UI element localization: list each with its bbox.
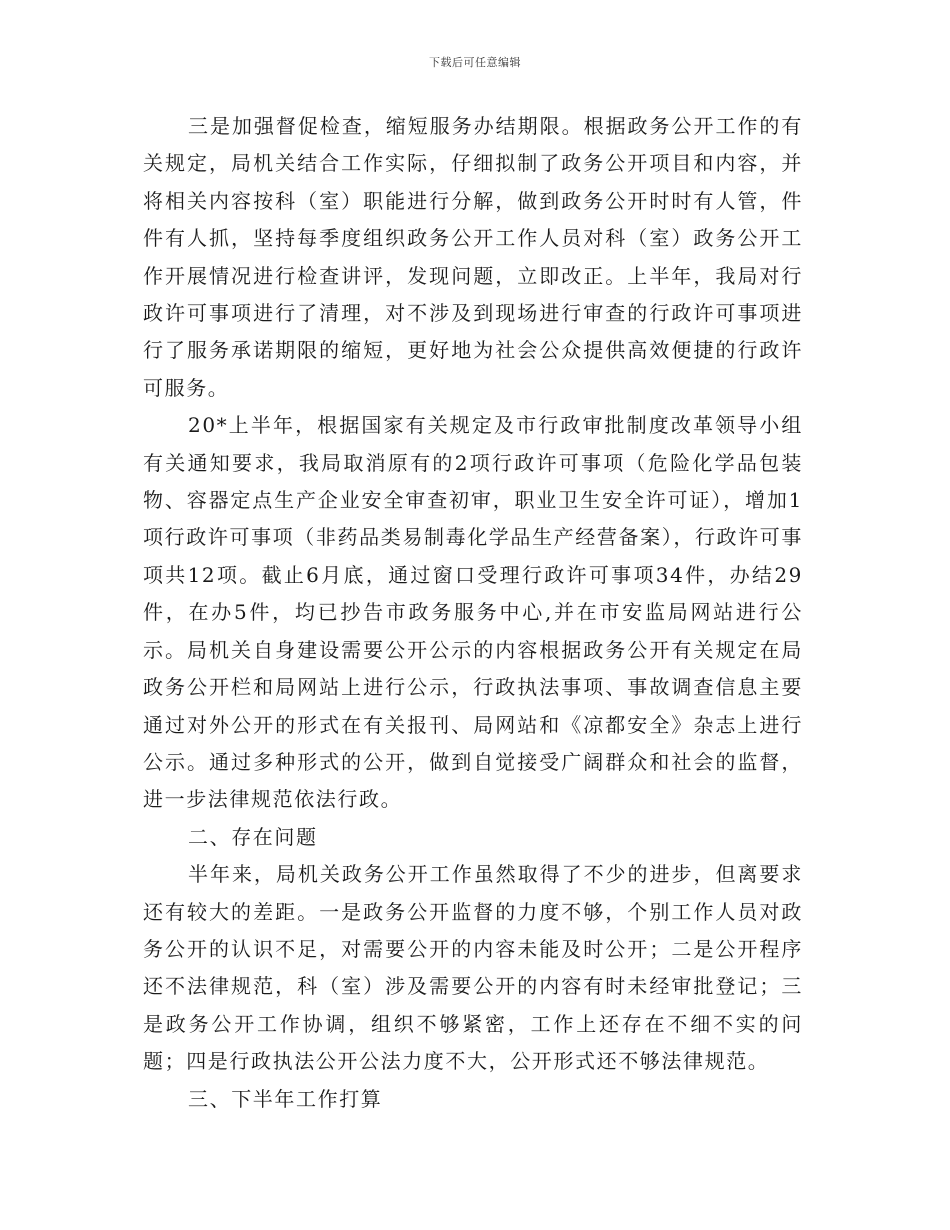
document-body xyxy=(143,108,803,1118)
paragraph-supervision: 三是加强督促检查，缩短服务办结期限。根据政务公开工作的有关规定，局机关结合工作实际，仔细拟制了政务公开项目和内容，并将相关内容按科（室）职能进行分解，做到政务公开时时有人管，件件有人抓，坚持每季度组织政务公开工作人员对科（室）政务公开工作开展情况进行检查讲评，发现问题，立即改正。上半年，我局对行政许可事项进行了清理，对不涉及到现场进行审查的行政许可事项进行了服务承诺期限的缩短，更好地为社会公众提供高效便捷的行政许可服务。 xyxy=(143,114,803,400)
section-heading-problems: 二、存在问题 xyxy=(188,824,318,849)
section-heading-plans: 三、下半年工作打算 xyxy=(188,1086,383,1111)
paragraph-first-half-summary: 20*上半年，根据国家有关规定及市行政审批制度改革领导小组有关通知要求，我局取消原有的2项行政许可事项（危险化学品包装物、容器定点生产企业安全审查初审，职业卫生安全许可证），增加1项行政许可事项（非药品类易制毒化学品生产经营备案），行政许可事项共12项。截止6月底，通过窗口受理行政许可事项34件，办结29件，在办5件，均已抄告市政务服务中心,并在市安监局网站进行公示。局机关自身建设需要公开公示的内容根据政务公开有关规定在局政务公开栏和局网站上进行公示，行政执法事项、事故调查信息主要通过对外公开的形式在有关报刊、局网站和《凉都安全》杂志上进行公示。通过多种形式的公开，做到自觉接受广阔群众和社会的监督，进一步法律规范依法行政。 xyxy=(143,413,803,812)
page-header-note: 下载后可任意编辑 xyxy=(429,56,521,69)
paragraph-problems: 半年来，局机关政务公开工作虽然取得了不少的进步，但离要求还有较大的差距。一是政务公开监督的力度不够，个别工作人员对政务公开的认识不足，对需要公开的内容未能及时公开；二是公开程序还不法律规范，科（室）涉及需要公开的内容有时未经审批登记；三是政务公开工作协调，组织不够紧密，工作上还存在不细不实的问题；四是行政执法公开公法力度不大，公开形式还不够法律规范。 xyxy=(143,862,803,1074)
